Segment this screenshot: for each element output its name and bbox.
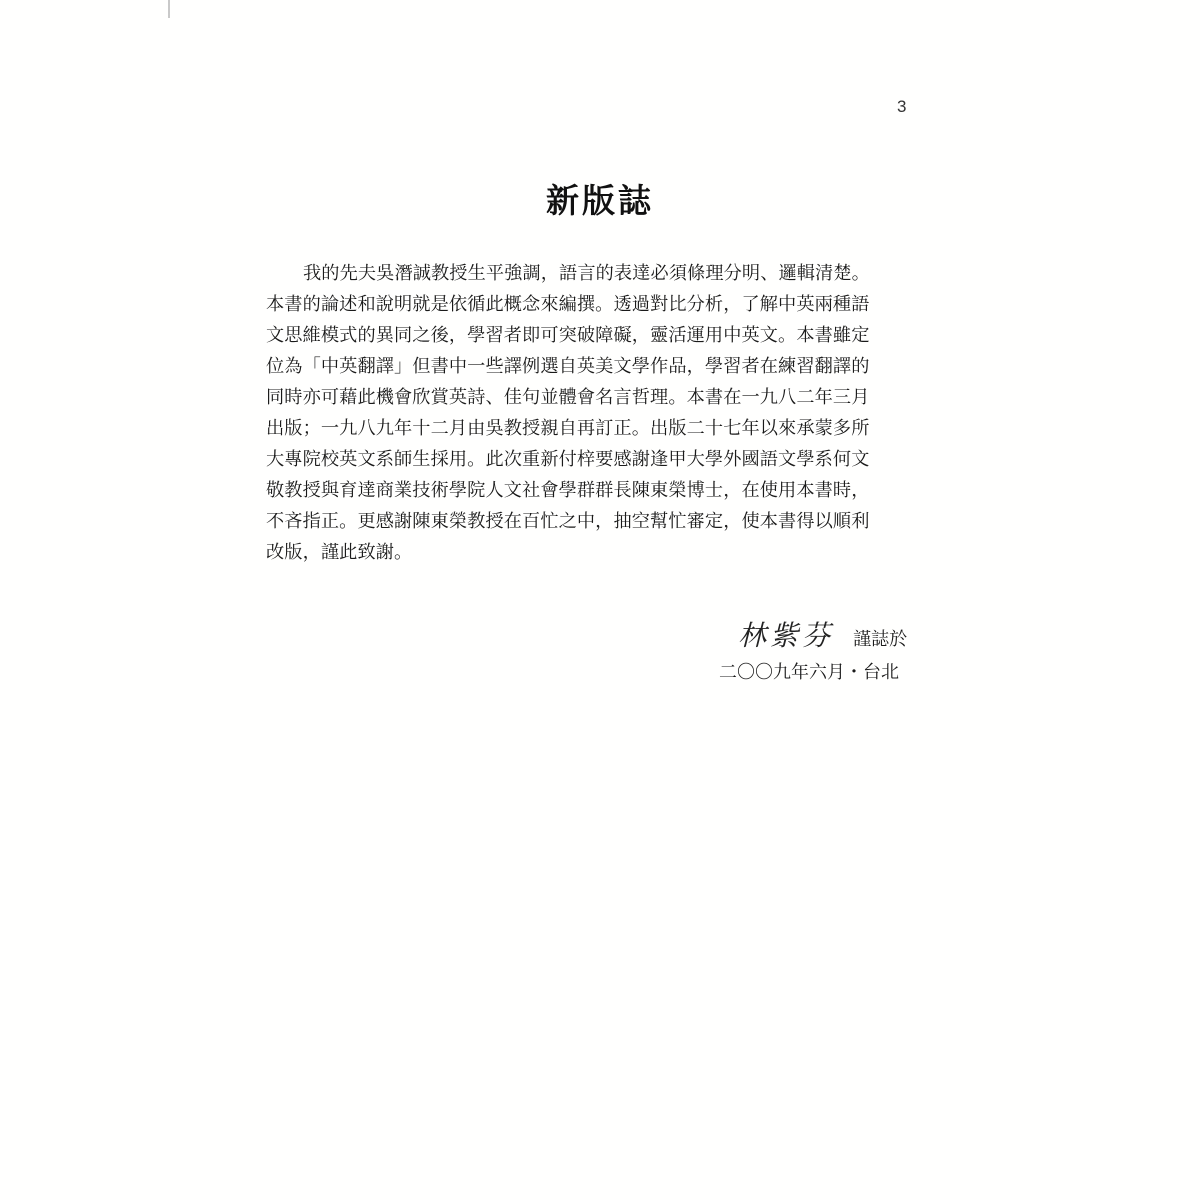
paragraph-line: 大專院校英文系師生採用。此次重新付梓要感謝逢甲大學外國語文學系何文 [266,449,870,470]
page-number: 3 [897,97,907,116]
signature-suffix: 謹誌於 [853,629,908,650]
signature-block [738,614,907,654]
scan-edge-line [168,0,170,18]
paragraph-line: 本書的論述和說明就是依循此概念來編撰。透過對比分析，了解中英兩種語 [266,294,870,315]
paragraph-line: 我的先夫吳潛誠教授生平強調，語言的表達必須條理分明、邏輯清楚。 [303,263,870,284]
paragraph-line: 改版，謹此致謝。 [266,542,413,563]
date-place-line: 二〇〇九年六月・台北 [719,662,899,683]
paragraph-line: 不吝指正。更感謝陳東榮教授在百忙之中，抽空幫忙審定，使本書得以順利 [266,511,870,532]
author-signature: 林紫芬 [738,619,835,652]
paragraph-line: 出版；一九八九年十二月由吳教授親自再訂正。出版二十七年以來承蒙多所 [266,418,870,439]
page-title: 新版誌 [546,181,654,220]
paragraph-line: 敬教授與育達商業技術學院人文社會學群群長陳東榮博士，在使用本書時， [266,480,870,501]
preface-body [266,258,926,568]
paragraph-line: 位為「中英翻譯」但書中一些譯例選自英美文學作品，學習者在練習翻譯的 [266,356,870,377]
paragraph-line: 同時亦可藉此機會欣賞英詩、佳句並體會名言哲理。本書在一九八二年三月 [266,387,870,408]
paragraph-line: 文思維模式的異同之後，學習者即可突破障礙，靈活運用中英文。本書雖定 [266,325,870,346]
